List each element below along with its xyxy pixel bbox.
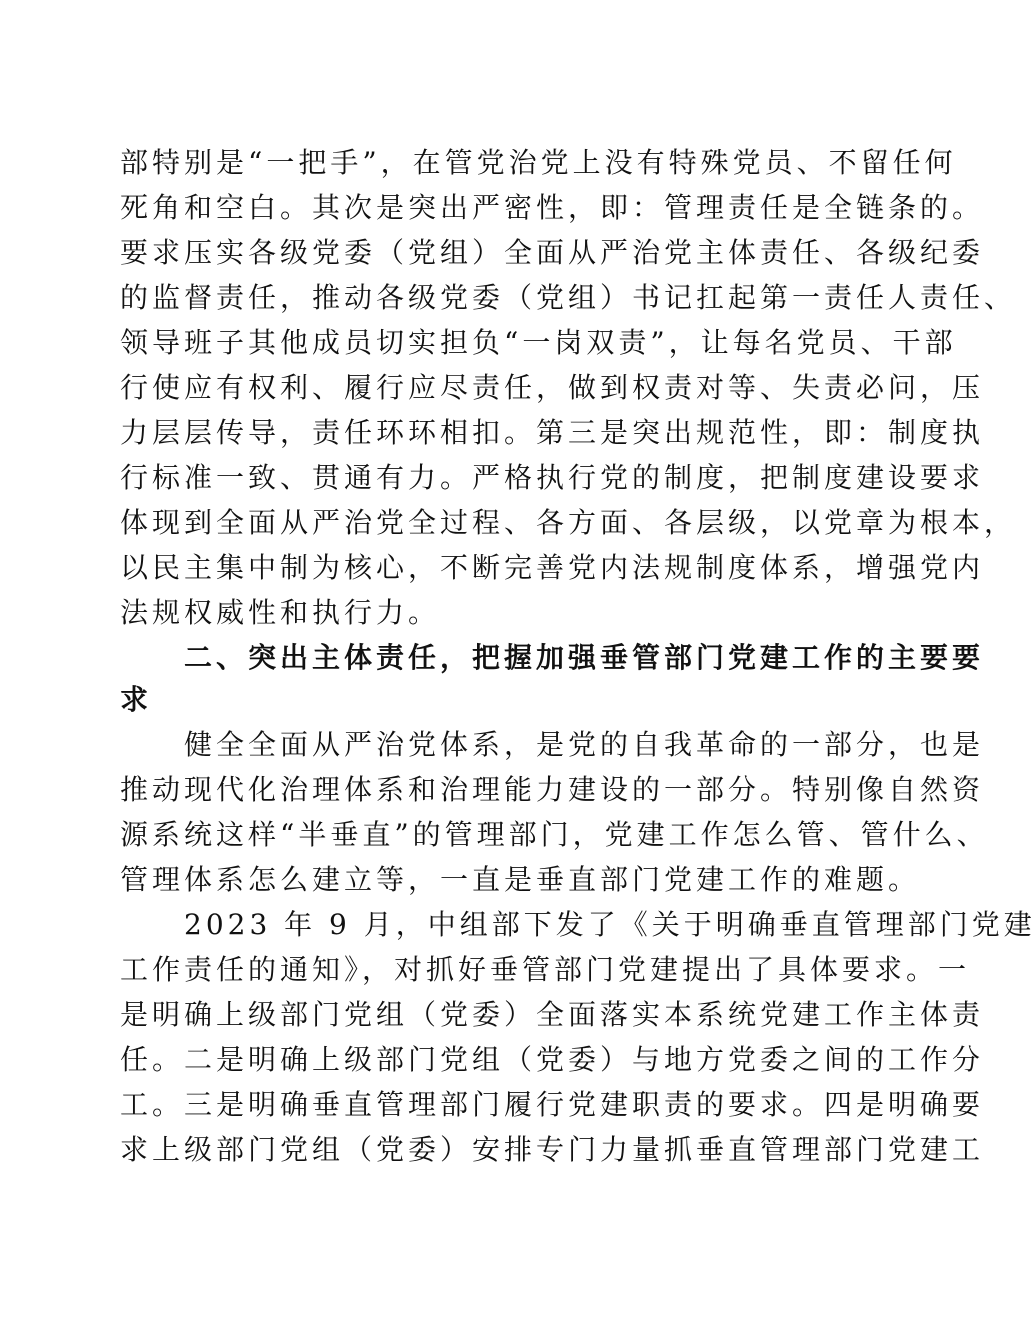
- text-line: 力层层传导，责任环环相扣。第三是突出规范性，即：制度执: [120, 416, 985, 449]
- section-heading: 二、突出主体责任，把握加强垂管部门党建工作的主要要: [184, 641, 985, 674]
- text-line: 工。三是明确垂直管理部门履行党建职责的要求。四是明确要: [120, 1088, 985, 1121]
- text-line: 健全全面从严治党体系，是党的自我革命的一部分，也是: [184, 728, 985, 761]
- text-line: 是明确上级部门党组（党委）全面落实本系统党建工作主体责: [120, 998, 985, 1031]
- text-line: 体现到全面从严治党全过程、各方面、各层级，以党章为根本，: [120, 506, 1017, 539]
- text-line: 行使应有权利、履行应尽责任，做到权责对等、失责必问，压: [120, 371, 985, 404]
- text-line: 源系统这样“半垂直”的管理部门，党建工作怎么管、管什么、: [120, 818, 989, 851]
- text-line: 死角和空白。其次是突出严密性，即：管理责任是全链条的。: [120, 191, 985, 224]
- text-line: 领导班子其他成员切实担负“一岗双责”，让每名党员、干部: [120, 326, 957, 359]
- text-line: 部特别是“一把手”，在管党治党上没有特殊党员、不留任何: [120, 146, 957, 179]
- section-heading: 求: [120, 683, 153, 716]
- text-line: 管理体系怎么建立等，一直是垂直部门党建工作的难题。: [120, 863, 921, 896]
- text-line: 工作责任的通知》，对抓好垂管部门党建提出了具体要求。一: [120, 953, 971, 986]
- text-line: 的监督责任，推动各级党委（党组）书记扛起第一责任人责任、: [120, 281, 1017, 314]
- text-line: 任。二是明确上级部门党组（党委）与地方党委之间的工作分: [120, 1043, 985, 1076]
- text-line: 以民主集中制为核心，不断完善党内法规制度体系，增强党内: [120, 551, 985, 584]
- text-line: 2023 年 9 月，中组部下发了《关于明确垂直管理部门党建: [184, 908, 1036, 941]
- text-line: 法规权威性和执行力。: [120, 596, 441, 629]
- text-line: 要求压实各级党委（党组）全面从严治党主体责任、各级纪委: [120, 236, 985, 269]
- text-line: 行标准一致、贯通有力。严格执行党的制度，把制度建设要求: [120, 461, 985, 494]
- text-line: 推动现代化治理体系和治理能力建设的一部分。特别像自然资: [120, 773, 985, 806]
- text-line: 求上级部门党组（党委）安排专门力量抓垂直管理部门党建工: [120, 1133, 985, 1166]
